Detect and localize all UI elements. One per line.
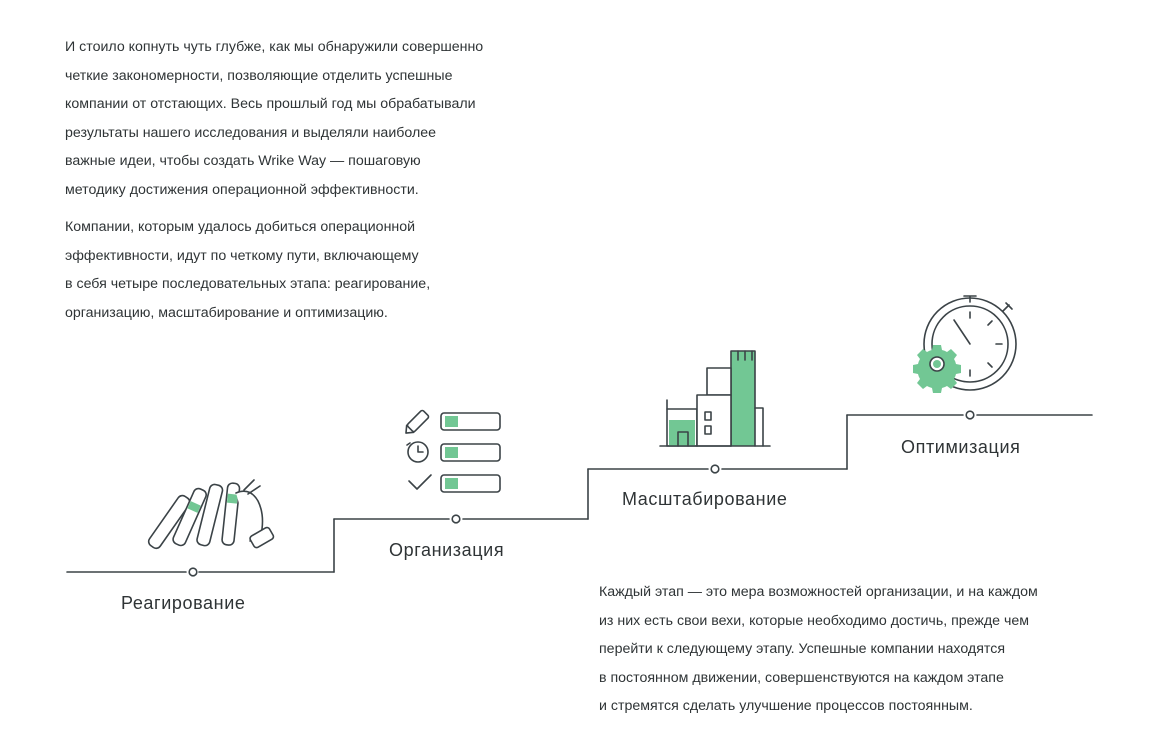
stage-label-optimization: Оптимизация — [901, 437, 1021, 457]
text-line: методику достижения операционной эффективности. — [65, 181, 419, 198]
stage-label-reaction: Реагирование — [121, 593, 246, 613]
text-line: И стоило копнуть чуть глубже, как мы обнаружили совершенно — [65, 39, 484, 55]
stage-marker-2 — [711, 465, 719, 473]
task-checklist-icon — [402, 410, 500, 492]
text-line: важные идеи, чтобы создать Wrike Way — пошаговую — [65, 153, 421, 169]
text-line: в себя четыре последовательных этапа: реагирование, — [65, 276, 431, 292]
stage-marker-1 — [452, 515, 460, 523]
dominoes-hand-icon — [147, 480, 275, 550]
text-line: перейти к следующему этапу. Успешные компании находятся — [599, 641, 1006, 657]
text-line: компании от отстающих. Весь прошлый год мы обрабатывали — [65, 96, 476, 112]
stage-label-scaling: Масштабирование — [622, 489, 788, 509]
text-line: и стремятся сделать улучшение процессов постоянным. — [599, 698, 973, 714]
text-line: в постоянном движении, совершенствуются на каждом этапе — [599, 669, 1004, 686]
stopwatch-gear-icon — [913, 296, 1016, 393]
text-line: Каждый этап — это мера возможностей организации, и на каждом — [599, 584, 1038, 600]
text-line: четкие закономерности, позволяющие отделить успешные — [65, 67, 453, 84]
text-line: эффективности, идут по четкому пути, включающему — [65, 247, 419, 264]
text-line: организацию, масштабирование и оптимизацию. — [65, 304, 388, 321]
text-line: из них есть свои вехи, которые необходимо достичь, прежде чем — [599, 612, 1030, 629]
stage-marker-3 — [966, 411, 974, 419]
outro-paragraph — [599, 578, 1038, 721]
buildings-icon — [660, 351, 770, 446]
stage-label-organization: Организация — [389, 540, 505, 560]
stage-marker-0 — [189, 568, 197, 576]
text-line: результаты нашего исследования и выделяли наиболее — [65, 124, 437, 141]
text-line: Компании, которым удалось добиться операционной — [65, 219, 416, 235]
